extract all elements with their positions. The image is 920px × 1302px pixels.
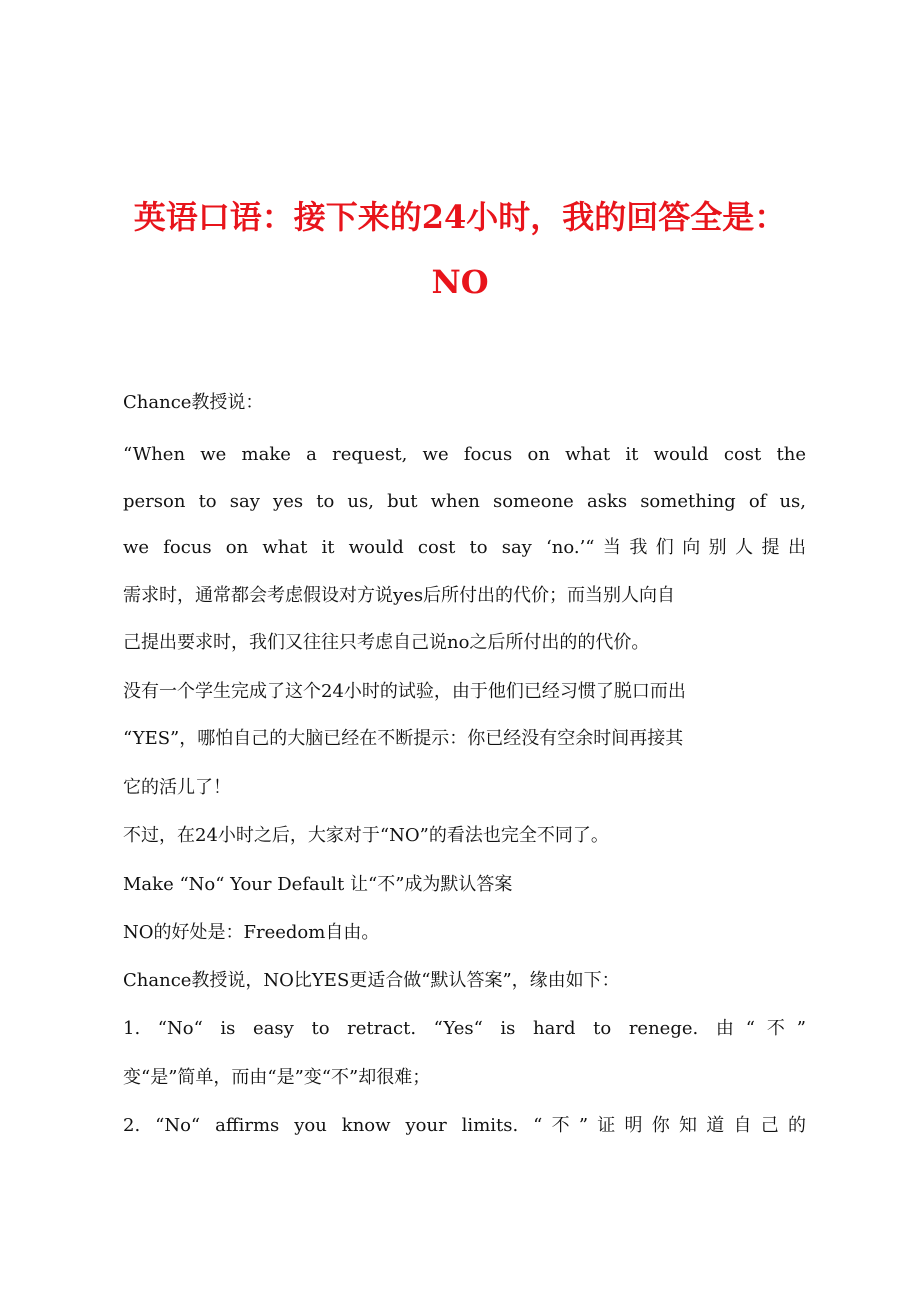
body-line-16: 2. “No“ affirms you know your limits. “不”证明你知道自己的 [123, 1115, 806, 1136]
body-line-10: 不过，在24小时之后，大家对于“NO”的看法也完全不同了。 [123, 825, 609, 846]
body-line-15: 变“是”简单，而由“是”变“不”却很难； [123, 1067, 431, 1088]
body-line-14: 1. “No“ is easy to retract. “Yes“ is hard to renege. 由“不” [123, 1018, 806, 1039]
body-line-11: Make “No“ Your Default 让“不”成为默认答案 [123, 874, 513, 895]
body-line-9: 它的活儿了！ [123, 777, 231, 798]
body-line-5: 需求时，通常都会考虑假设对方说yes后所付出的代价；而当别人向自 [123, 585, 676, 606]
body-line-2: “When we make a request, we focus on what it would cost the [123, 444, 806, 465]
document-title-line-1: 英语口语：接下来的24小时，我的回答全是： [133, 198, 787, 236]
body-line-3: person to say yes to us, but when someone asks something of us, [123, 491, 806, 512]
body-line-1: Chance教授说： [123, 392, 264, 413]
document-title-line-2: NO [431, 263, 489, 301]
body-line-8: “YES”，哪怕自己的大脑已经在不断提示：你已经没有空余时间再接其 [123, 728, 684, 749]
body-line-13: Chance教授说，NO比YES更适合做“默认答案”，缘由如下： [123, 970, 620, 991]
body-line-4: we focus on what it would cost to say ‘no.’“当我们向别人提出 [123, 537, 806, 558]
body-line-7: 没有一个学生完成了这个24小时的试验，由于他们已经习惯了脱口而出 [123, 681, 686, 702]
body-line-12: NO的好处是：Freedom自由。 [123, 922, 380, 943]
body-line-6: 己提出要求时，我们又往往只考虑自己说no之后所付出的的代价。 [123, 632, 650, 653]
